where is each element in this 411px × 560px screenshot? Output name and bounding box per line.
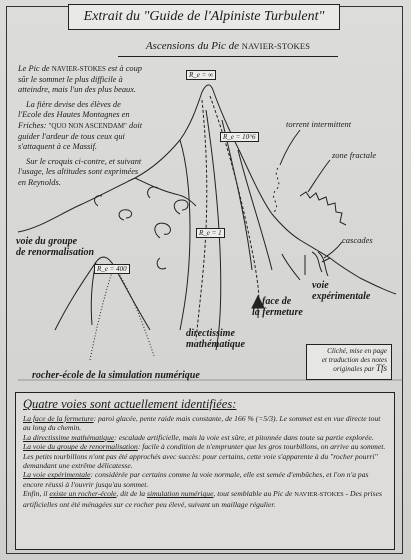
label-cascades: cascades — [342, 235, 373, 245]
credit-box — [306, 344, 392, 380]
fin-c: , tout semblable au Pic de — [213, 489, 295, 499]
fin-u1: existe un rocher-école — [49, 489, 117, 499]
credit-line3-row — [311, 364, 387, 374]
label-face-line1: face de — [262, 296, 292, 307]
label-voie-groupe-line2: de renormalisation — [16, 247, 95, 258]
route-dir-text: : escalade artificielle, mais la voie est sûre, et pitonnée dans toute sa partie explorée. — [114, 432, 374, 442]
label-voie-groupe-line1: voie du groupe — [16, 236, 78, 247]
label-torrent: torrent intermittent — [286, 119, 352, 129]
fin-name: NAVIER-STOKES — [294, 491, 344, 499]
torrent-stream — [273, 168, 278, 212]
route-exp-title: La voie expérimentale — [23, 470, 91, 480]
fin-a: Enfin, il — [23, 489, 50, 499]
route-dir-title: La directissime mathématique — [23, 432, 115, 442]
altitude-left: R_e = 400 — [94, 264, 130, 274]
route-grp-title: La voie du groupe de renormalisation — [23, 442, 138, 452]
intro-motto: "QUO NON ASCENDAM" — [48, 121, 127, 130]
label-directissime-line1: directissime — [186, 328, 235, 339]
subtitle-prefix: Ascensions du Pic de — [145, 40, 242, 52]
credit-line3: originales par — [333, 365, 375, 374]
route-groupe — [23, 442, 387, 470]
route-rocher-ecole — [23, 489, 387, 509]
route-experimentale — [23, 470, 387, 489]
intro-p1-name: NAVIER-STOKES — [51, 65, 106, 73]
credit-line1: Cliché, mise en page — [327, 347, 387, 355]
fin-b: , dit de la — [116, 489, 148, 499]
altitude-summit: R_e = ∞ — [186, 70, 216, 80]
intro-paragraph-3: Sur le croquis ci-contre, et suivant l'usage, les altitudes sont exprimées en Reynolds. — [18, 156, 142, 187]
page-title: Extrait du "Guide de l'Alpiniste Turbulent" — [68, 4, 340, 30]
subtitle-name: NAVIER-STOKES — [241, 41, 311, 51]
label-directissime-line2: mathématique — [186, 339, 245, 350]
route-face-text: : paroi glacée, pente raide mais constante, de 166 % (=5/3). Le sommet est en vue directe tout au long du chemin. — [23, 414, 381, 433]
route-directissime — [23, 433, 387, 442]
routes-heading: Quatre voies sont actuellement identifiées: — [23, 397, 237, 411]
altitude-middle: R_e = 1 — [196, 228, 225, 238]
altitude-upper: R_e = 10^6 — [220, 132, 259, 142]
label-face-fermeture — [252, 296, 303, 318]
intro-p1-a: Le Pic de — [18, 64, 52, 73]
credit-line2: et traduction des notes — [321, 355, 387, 364]
label-voie-exp-line2: expérimentale — [312, 291, 371, 302]
label-voie-experimentale — [312, 280, 370, 302]
fin-d: - Des prises artificielles ont été ménagées sur ce rocher peu élevé, suivant un maillage régulier. — [23, 489, 382, 509]
label-face-line2: la fermeture — [252, 307, 303, 318]
intro-p2-a: La fière devise des élèves de l'Ecole des Hautes Montagnes en Friches: — [18, 99, 130, 130]
intro-p2-b: doit guider l'ardeur de tous ceux qui s'attaquent à ce Massif. — [18, 120, 143, 152]
label-rocher-ecole: rocher-école de la simulation numérique — [32, 370, 200, 381]
label-voie-exp-line1: voie — [312, 280, 329, 291]
credit-signature: Tfs — [375, 363, 387, 374]
fractal-zone — [300, 192, 346, 225]
fin-u2: simulation numérique — [147, 489, 214, 499]
route-grp-text: : facile à condition de n'emprunter que les gros tourbillons, on arrive au sommet. Les petits tourbillons n'ont pas été approchés avec succès: pour certains, cette voie s'apparente à du "rocher pourri" demandant une extrême délicatesse. — [23, 442, 386, 471]
route-face — [23, 414, 387, 433]
routes-description — [15, 392, 395, 550]
label-voie-groupe — [16, 236, 94, 258]
label-zone-fractale: zone fractale — [332, 150, 377, 160]
label-directissime — [186, 328, 245, 350]
route-face-title: La face de la fermeture — [23, 414, 94, 423]
route-exp-text: : considérée par certains comme la voie normale, elle est semée d'embûches, et l'on n'a pas encore réussi à l'ouvrir jusqu'au sommet. — [23, 470, 369, 489]
intro-p1-b: est à coup sûr le sommet le plus difficile à atteindre, mais l'un des plus beaux. — [18, 64, 142, 95]
